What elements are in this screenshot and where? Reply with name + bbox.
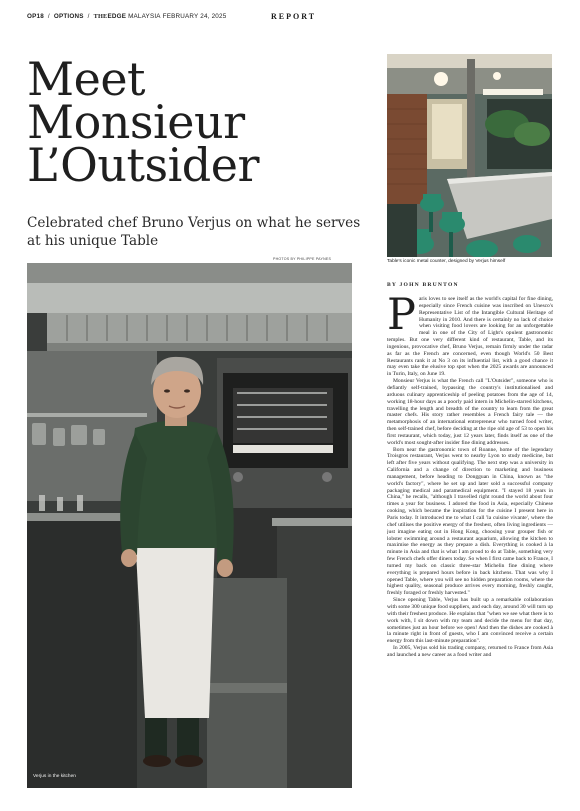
section-category: REPORT bbox=[271, 12, 317, 21]
brand-name: EDGE bbox=[107, 13, 127, 20]
article-paragraph-4: Since opening Table, Verjus has built up a remarkable collaboration with some 300 unique food suppliers, and each day, around 30 will turn up with their freshest produce. He explains that "when we see what there is to work with, I sit down with my team and decide the menu for that day, sometimes just an hour before we open! And then the dishes are cooked à la minute right in front of guests, who I am convinced receive a certain energy from this last-minute preparation". bbox=[387, 597, 553, 645]
chef-kitchen-illustration bbox=[27, 263, 352, 788]
article-paragraph-1 bbox=[387, 296, 553, 378]
issue-date: FEBRUARY 24, 2025 bbox=[162, 13, 227, 20]
section-name: OPTIONS bbox=[53, 13, 84, 20]
photo-credit: PHOTOS BY PHILIPPE PAYNES bbox=[273, 257, 332, 261]
brand-country: MALAYSIA bbox=[128, 13, 161, 20]
article-paragraph-3: Born near the gastronomic town of Roanne, home of the legendary Troisgros restaurant, Verjus went to nearby Lyon to study medicine, but left after five years without qualifying. The next step was a university in California and a change of direction to marketing and business management, before heading to Dongguan in China, known as "the world's factory", where he set up and later sold a successful company packaging medical and paramedical equipment. "I stayed 18 years in China," he recalls, "although I travelled right round the world about four times a year for business. I adored the food in Asia, especially Chinese cooking, which became the inspiration for the cuisine I present here in Paris today. It introduced me to what I call 'la cuisine vivante', where the chef utilises the positive energy of the freshest, often living ingredients — just imagine eating out in Hong Kong, choosing your grouper fish or lobster swimming around a restaurant aquarium, allowing the kitchen to maximise the energy as they prepare a dish. Everything is cooked à la minute in Asia and that is what I am proud to do at Table, something very few French chefs offer diners today. So when I first came back to France, I turned my back on classic three-star Michelin fine dining where everything is prepared hours before in back kitchens. That was why I opened Table, where you will see no hidden preparation rooms, where the highest quality, seasonal produce arrives every morning, freshly caught, freshly foraged or freshly harvested." bbox=[387, 446, 553, 597]
standfirst: Celebrated chef Bruno Verjus on what he serves at his unique Table bbox=[27, 215, 361, 249]
byline: BY JOHN BRUNTON bbox=[387, 282, 459, 288]
headline-line-2: Monsieur bbox=[27, 95, 245, 149]
top-photo-caption: Table's iconic metal counter, designed by Verjus himself bbox=[387, 259, 506, 264]
headline-line-1: Meet bbox=[27, 52, 146, 106]
headline-line-3: L’Outsider bbox=[27, 138, 259, 192]
restaurant-interior-illustration bbox=[387, 54, 552, 257]
article-paragraph-2: Monsieur Verjus is what the French call "L'Outsider", someone who is defiantly self-trained, bypassing the country's institutionalised and arduous culinary apprenticeship of peeling potatoes from the age of 14, working 18-hour days as a poorly paid intern in Michelin-starred kitchens, travelling the length and breadth of the country to learn from the great master chefs. His story rather resembles a French fairy tale — the metamorphosis of an international entrepreneur who turned food writer, then self-trained chef, before deciding at the ripe old age of 53 to open his first restaurant, which today, just 12 years later, finds itself as one of the world's most sought-after insider fine dining addresses. bbox=[387, 378, 553, 446]
main-photo-caption: Verjus in the kitchen bbox=[33, 774, 76, 779]
article-paragraph-5: In 2005, Verjus sold his trading company, returned to France from Asia and launched a new career as a food writer and bbox=[387, 645, 553, 658]
chef-kitchen-photo bbox=[27, 263, 352, 788]
page-header: OP18 / OPTIONS / THEEDGE MALAYSIA FEBRUARY 24, 2025 bbox=[27, 13, 227, 20]
article-body bbox=[387, 296, 553, 796]
article-paragraph-1-text: aris loves to see itself as the world's capital for fine dining, especially since French cuisine was inscribed on Unesco's Representative List of the Intangible Cultural Heritage of Humanity in 2010. And there is certainly no lack of choice when visiting food lovers are looking for an unforgettable meal in one of the City of Light's opulent gastronomic temples. But one very different kind of restaurant, Table, and its ingenious, provocative chef, Bruno Verjus, remain firmly under the radar as far as the French are concerned, even though World's 50 Best Restaurants rank it at No 3 on its influential list, with a good chance it may even take the elusive top spot when the 2025 awards are announced in Turin, Italy, on June 19. bbox=[387, 296, 553, 378]
page-number: OP18 bbox=[27, 13, 44, 20]
brand-the: THE bbox=[93, 13, 108, 20]
headline bbox=[27, 52, 367, 192]
drop-cap: P bbox=[387, 296, 416, 340]
restaurant-interior-photo bbox=[387, 54, 552, 257]
